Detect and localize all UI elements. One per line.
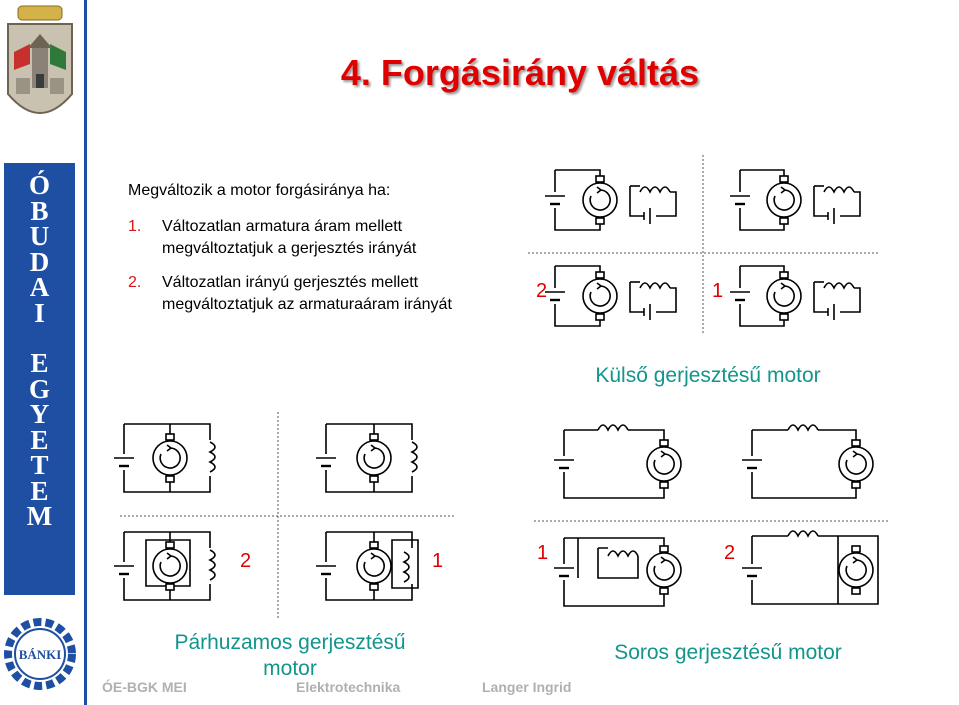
parallel-caption (140, 630, 440, 682)
external-label-1: 1 (712, 280, 724, 302)
parallel-motor-3 (114, 532, 215, 600)
parallel-motor-2 (316, 424, 417, 492)
list-text: Változatlan irányú gerjesztés mellett megváltoztatjuk az armaturaáram irányát (162, 274, 452, 313)
banki-logo-label: BÁNKI (18, 647, 62, 662)
parallel-motor-4 (316, 532, 418, 600)
university-letter: I (34, 297, 45, 328)
external-motor-3 (545, 266, 676, 326)
series-motor-4 (742, 531, 878, 604)
external-motor-1 (545, 170, 676, 230)
university-letter: M (26, 501, 53, 531)
series-motor-3 (554, 538, 681, 606)
university-letter: A (29, 272, 50, 302)
university-letter: E (30, 475, 49, 506)
university-letter: Y (29, 399, 50, 429)
university-letter: B (30, 195, 49, 226)
external-motor-2 (730, 170, 860, 230)
parallel-caption-line1: Párhuzamos gerjesztésű (174, 631, 406, 654)
series-label-1: 1 (537, 542, 549, 564)
list-number: 1. (128, 218, 142, 235)
footer-author: Langer Ingrid (482, 679, 572, 695)
parallel-motor-1 (114, 424, 215, 492)
footer-course: Elektrotechnika (296, 679, 401, 695)
university-letter: T (30, 450, 49, 480)
series-caption: Soros gerjesztésű motor (614, 641, 842, 664)
footer-org: ÓE-BGK MEI (102, 679, 187, 695)
series-motor-1 (554, 425, 681, 498)
external-label-2: 2 (536, 280, 548, 302)
university-letter: G (28, 373, 50, 404)
university-letter: Ó (28, 170, 50, 200)
external-motor-4 (730, 266, 860, 326)
list-text: Változatlan armatura áram mellett megváltoztatjuk a gerjesztés irányát (162, 218, 417, 257)
university-letter: D (29, 246, 50, 277)
university-letter: U (29, 221, 50, 251)
parallel-label-1: 1 (432, 550, 444, 572)
parallel-label-2: 2 (240, 550, 252, 572)
page-title: 4. Forgásirány váltás (340, 52, 700, 93)
series-label-2: 2 (724, 542, 736, 564)
external-caption: Külső gerjesztésű motor (595, 364, 821, 387)
university-letter: E (30, 348, 49, 378)
series-motor-2 (742, 425, 873, 498)
intro-text: Megváltozik a motor forgásiránya ha: (128, 182, 391, 199)
parallel-caption-line2: motor (263, 657, 317, 680)
university-letter: E (30, 424, 49, 455)
list-number: 2. (128, 274, 142, 291)
